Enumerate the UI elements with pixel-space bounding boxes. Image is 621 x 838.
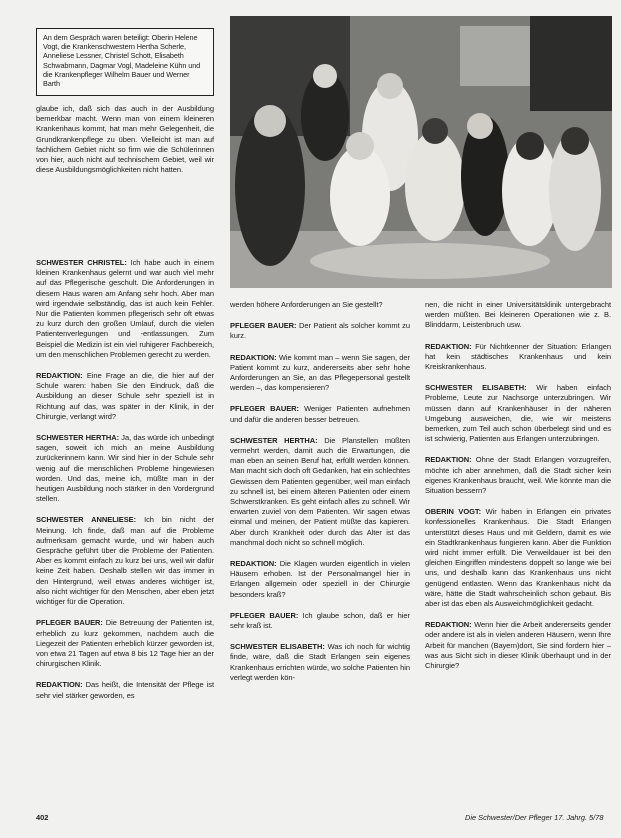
photo-caption-box [36, 28, 214, 96]
paragraph [425, 455, 611, 496]
speaker: REDAKTION: [425, 455, 472, 465]
paragraph [36, 371, 214, 422]
journal-reference: Die Schwester/Der Pfleger 17. Jahrg. 5/78 [465, 813, 604, 822]
paragraph-text: Wir haben einfach Probleme, Leute zur Nachsorge unterzubringen. Wir müssen dann auf Krankenhäuser in der näheren Umgebung ausweichen, die, wie wir meistens bemerken, zum Teil auch schon überbelegt sind und es ist schwierig, Patienten aus Erlangen unterzubringen. [425, 383, 611, 444]
speaker: PFLEGER BAUER: [230, 610, 299, 620]
paragraph-text: Wie kommt man – wenn Sie sagen, der Patient kommt zu kurz, andererseits aber sehr hohe Anforderungen an Sie, an das Pflegepersonal gestellt werden –, das kompensieren? [230, 352, 410, 393]
paragraph-text: Die Klagen wurden eigentlich in vielen Häusern erhoben. Ist der Personalmangel hier in Erlangen allgemein oder speziell in der Chirurgie besonders kraß? [230, 559, 410, 599]
paragraph-text: Weniger Patienten aufnehmen und dafür die anderen besser betreuen. [230, 404, 410, 424]
speaker: REDAKTION: [36, 371, 83, 381]
paragraph [36, 433, 214, 504]
paragraph-text: Der Patient als solcher kommt zu kurz. [230, 321, 410, 341]
paragraph [230, 404, 410, 424]
column-2 [230, 300, 410, 694]
speaker: SCHWESTER HERTHA: [36, 433, 120, 443]
paragraph [230, 559, 410, 600]
paragraph [425, 620, 611, 671]
paragraph-text: Die Betreuung der Patienten ist, erheblich zu kurz gekommen, nachdem auch die Liegezeit der Patienten erheblich kürzer geworden ist, von etwa 21 Tagen auf etwa 8 bis 12 Tage hier an der chirurgischen Klinik. [36, 618, 214, 669]
paragraph [230, 321, 410, 341]
speaker: PFLEGER BAUER: [36, 618, 103, 628]
speaker: SCHWESTER ANNELIESE: [36, 515, 137, 525]
group-photo [230, 16, 612, 288]
paragraph-text: Eine Frage an die, die hier auf der Schule waren: haben Sie den Eindruck, daß die Ausbildung an dieser Schule sehr speziell ist in Richtung auf das, was später in der Klinik, in der Chirurgie, verlangt wird? [36, 371, 214, 421]
group-photo-image [230, 16, 612, 288]
paragraph [425, 342, 611, 373]
paragraph [230, 642, 410, 683]
speaker: SCHWESTER ELISABETH: [425, 383, 527, 393]
speaker: REDAKTION: [425, 341, 472, 351]
speaker: REDAKTION: [425, 620, 472, 630]
speaker: PFLEGER BAUER: [230, 404, 300, 414]
speaker: REDAKTION: [230, 352, 277, 362]
paragraph-text: Ich bin nicht der Meinung. Ich finde, daß man auf die Probleme aufmerksam gemacht wurde, und wir haben auch Gespräche geführt über die Probleme der Patienten. Aber es kommt einfach zu kurz bei uns, weil wir dafür keine Zeit haben. Deshalb stellen wir das immer in den Hintergrund, weil etwas anderes wichtiger ist, also nicht wichtiger für den Menschen, aber eben jetzt wichtiger für die Operation. [36, 515, 214, 607]
paragraph [425, 507, 611, 609]
column-1-intro [36, 104, 214, 186]
speaker: SCHWESTER CHRISTEL: [36, 258, 127, 267]
paragraph-text: Die Planstellen müßten vermehrt werden, damit auch die Erwartungen, die man eben an seinen Beruf hat, erfüllt werden können. Man macht sich doch oft Gedanken, hat ein schlechtes Gewissen dem Patienten gegenüber, weil man einfach zu schnell ist, bei einem älteren Patienten oder einem Schwerstkranken. Es geht einfach alles zu schnell. Wir erwarten zuviel von dem Patienten. Wir sagen etwas einmal und meinen, der Patient müßte das kapieren. Aber durch Krankheit oder durch das Alter ist das manchmal doch nicht so schnell möglich. [230, 435, 410, 547]
paragraph-text: Ich glaube schon, daß er hier sehr kraß ist. [230, 610, 410, 631]
paragraph [425, 383, 611, 444]
paragraph-text: Ja, das würde ich unbedingt sagen, soweit ich mich an meine Ausbildung zurückerinnern kann. Wir sind hier in der Schule sehr wenig auf die menschlichen Probleme hingewiesen worden. Und das, meine ich, müßte man in der heutigen Ausbildung noch stärker in den Vordergrund stellen. [36, 433, 214, 504]
paragraph-text: werden höhere Anforderungen an Sie gestellt? [230, 300, 383, 309]
paragraph [230, 353, 410, 394]
paragraph [425, 300, 611, 331]
speaker: OBERIN VOGT: [425, 507, 482, 517]
speaker: SCHWESTER HERTHA: [230, 435, 318, 445]
speaker: REDAKTION: [230, 559, 277, 569]
column-3 [425, 300, 611, 682]
paragraph [36, 258, 214, 360]
paragraph-text: Wenn hier die Arbeit andererseits gender oder andere ist als in vielen anderen Häusern, wenn Ihre Arbeit für manchen (Bayern)dort, Sie sind fordern hier – was aus Sicht sich in dieser Klinik überhaupt und in der Chirurgie? [425, 620, 611, 671]
photo-caption: An dem Gespräch waren beteiligt: Oberin Helene Vogt, die Krankenschwestern Hertha Scherle, Anneliese Lessner, Christel Schott, Elisabeth Schwabmann, Dagmar Vogl, Madeleine Kühn und die Krankenpfleger Wilhelm Bauer und Werner Barth [43, 33, 201, 89]
paragraph [230, 611, 410, 631]
speaker: REDAKTION: [36, 680, 83, 690]
paragraph-text: Ohne der Stadt Erlangen vorzugreifen, möchte ich aber annehmen, daß die Stadt sicher kein eigenes Krankenhaus braucht, weil. Wie könnte man die Situation bessern? [425, 455, 611, 496]
paragraph-text: Für Nichtkenner der Situation: Erlangen hat kein städtisches Krankenhaus und kein Kreiskrankenhaus. [425, 341, 611, 372]
column-1 [36, 258, 214, 712]
paragraph [230, 300, 410, 310]
paragraph [230, 436, 410, 548]
paragraph-text: Das heißt, die Intensität der Pflege ist sehr viel stärker geworden, es [36, 680, 214, 700]
paragraph [36, 618, 214, 669]
page-number: 402 [36, 813, 49, 822]
paragraph-text: nen, die nicht in einer Universitätsklinik untergebracht werden müßten. Bei kleineren Operationen wie z. B. Blinddarm, Leistenbruch usw. [425, 300, 611, 330]
paragraph-text: Ich habe auch in einem kleinen Krankenhaus gelernt und war auch viel mehr auf das Pflegerische geschult. Die Anforderungen in diesem Haus waren am Anfang sehr hoch. Aber man wird irgendwie selbständig, das ist auch kein Fehler. Nur die Patienten kommen pflegerisch sehr oft etwas zu kurz durch den großen Umlauf, durch die vielen Patientenverlegungen und -entlassungen. Zum Beispiel die Medizin ist ein viel ruhigerer Fachbereich, um den menschlichen Problemen gerecht zu werden. [36, 258, 214, 359]
paragraph: glaube ich, daß sich das auch in der Ausbildung bemerkbar macht. Wenn man von einem kleineren Krankenhaus kommt, hat man mehr Gelegenheit, die Grundkrankenpflege zu üben. Vielleicht ist man auf fachlichem Gebiet nicht so firm wie die Schülerinnen von hier, auch nicht auf technischem Gebiet, weil wir diese Ausbildungsmöglichkeiten nicht hatten. [36, 104, 214, 175]
speaker: PFLEGER BAUER: [230, 321, 297, 331]
speaker: SCHWESTER ELISABETH: [230, 642, 325, 652]
paragraph [36, 680, 214, 700]
paragraph-text: Was ich noch für wichtig finde, wäre, daß die Stadt Erlangen sein eigenes Krankenhaus errichten würde, wo solche Patienten hin verlegt werden kön- [230, 642, 410, 682]
paragraph [36, 515, 214, 607]
paragraph-text: Wir haben in Erlangen ein privates konfessionelles Krankenhaus. Die Stadt Erlangen unterstützt dieses Haus und mit Geldern, damit es wie ein Stadtkrankenhaus fungieren kann. Aber die Funktion wird nicht immer erfüllt. Die Verweildauer ist bei den gleichen Eingriffen mindestens doppelt so lange wie bei uns, und deshalb kann das Krankenhaus uns nicht genügend entlasten. Wenn das Krankenhaus nicht da wäre, hätte die Stadt wahrscheinlich schon gebaut. Bis aber ist das eben als Ausweichmöglichkeit gedacht. [425, 507, 611, 609]
